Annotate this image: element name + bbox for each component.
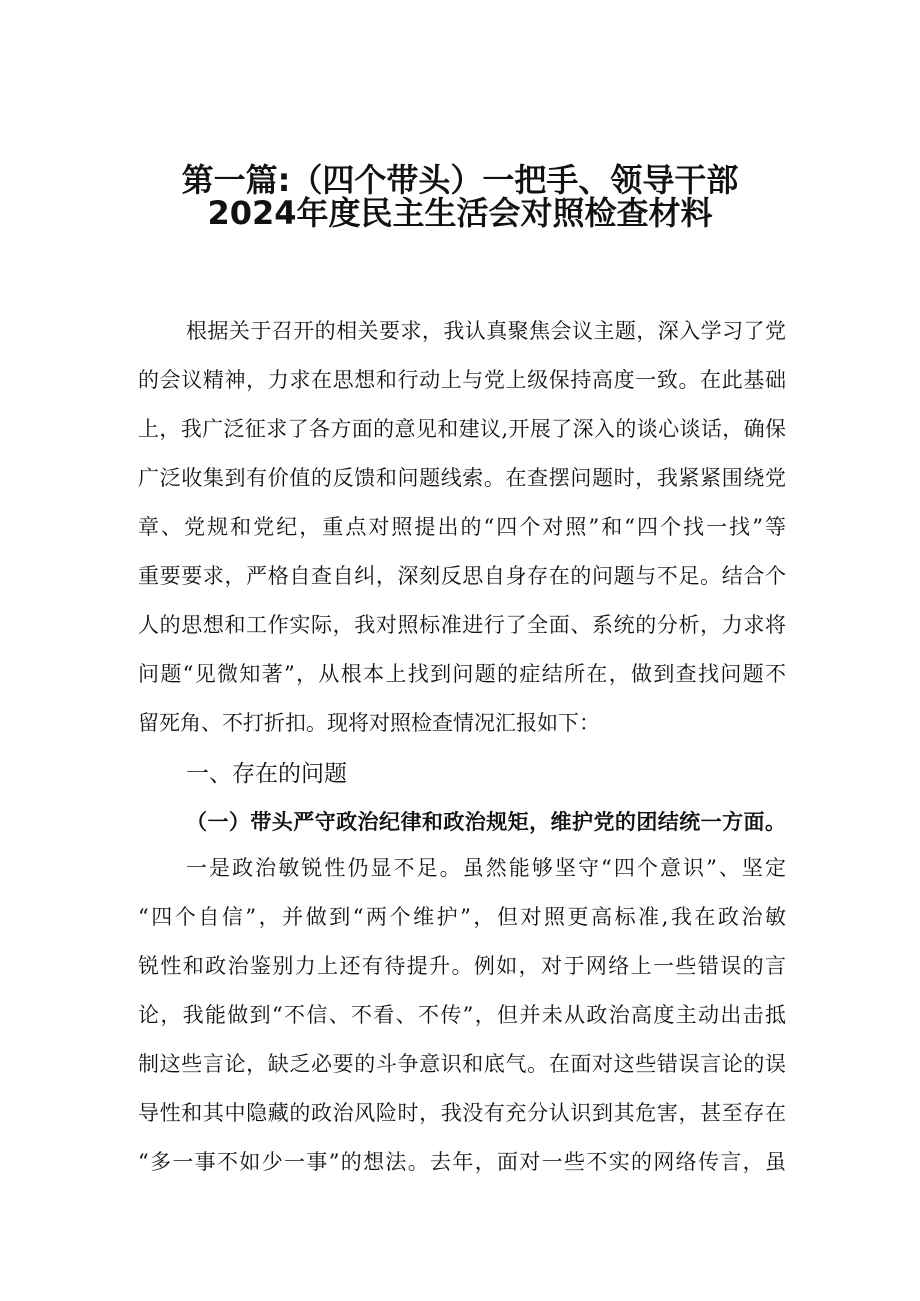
intro-line-4: 广泛收集到有价值的反馈和问题线索。在查摆问题时，我紧紧围绕党 bbox=[138, 466, 786, 490]
body-line-6: 导性和其中隐藏的政治风险时，我没有充分认识到其危害，甚至存在 bbox=[138, 1101, 786, 1125]
intro-line-2: 的会议精神，力求在思想和行动上与党上级保持高度一致。在此基础 bbox=[138, 368, 786, 392]
body-line-5: 制这些言论，缺乏必要的斗争意识和底气。在面对这些错误言论的误 bbox=[138, 1052, 786, 1076]
body-line-1: 一是政治敏锐性仍显不足。虽然能够坚守“四个意识”、坚定 bbox=[186, 856, 786, 880]
body-line-3: 锐性和政治鉴别力上还有待提升。例如，对于网络上一些错误的言 bbox=[138, 954, 786, 978]
intro-line-6: 重要要求，严格自查自纠，深刻反思自身存在的问题与不足。结合个 bbox=[138, 564, 786, 588]
intro-line-8: 问题“见微知著”，从根本上找到问题的症结所在，做到查找问题不 bbox=[138, 662, 786, 686]
intro-line-7: 人的思想和工作实际，我对照标准进行了全面、系统的分析，力求将 bbox=[138, 613, 786, 637]
document-title-line-1: 第一篇:（四个带头）一把手、领导干部 bbox=[181, 161, 739, 199]
section-heading-problems: 一、存在的问题 bbox=[186, 761, 347, 787]
intro-line-5: 章、党规和党纪，重点对照提出的“四个对照”和“四个找一找”等 bbox=[138, 515, 786, 539]
intro-line-9: 留死角、不打折扣。现将对照检查情况汇报如下： bbox=[138, 711, 600, 735]
intro-line-3: 上，我广泛征求了各方面的意见和建议,开展了深入的谈心谈话，确保 bbox=[138, 417, 786, 441]
intro-line-1: 根据关于召开的相关要求，我认真聚焦会议主题，深入学习了党 bbox=[186, 319, 786, 343]
body-line-2: “四个自信”，并做到“两个维护”，但对照更高标准,我在政治敏 bbox=[138, 905, 786, 929]
document-title-line-2: 2024年度民主生活会对照检查材料 bbox=[207, 194, 713, 232]
body-line-7: “多一事不如少一事”的想法。去年，面对一些不实的网络传言，虽 bbox=[138, 1150, 786, 1174]
subsection-heading-political-discipline: （一）带头严守政治纪律和政治规矩，维护党的团结统一方面。 bbox=[186, 809, 786, 834]
body-line-4: 论，我能做到“不信、不看、不传”，但并未从政治高度主动出击抵 bbox=[138, 1003, 786, 1027]
